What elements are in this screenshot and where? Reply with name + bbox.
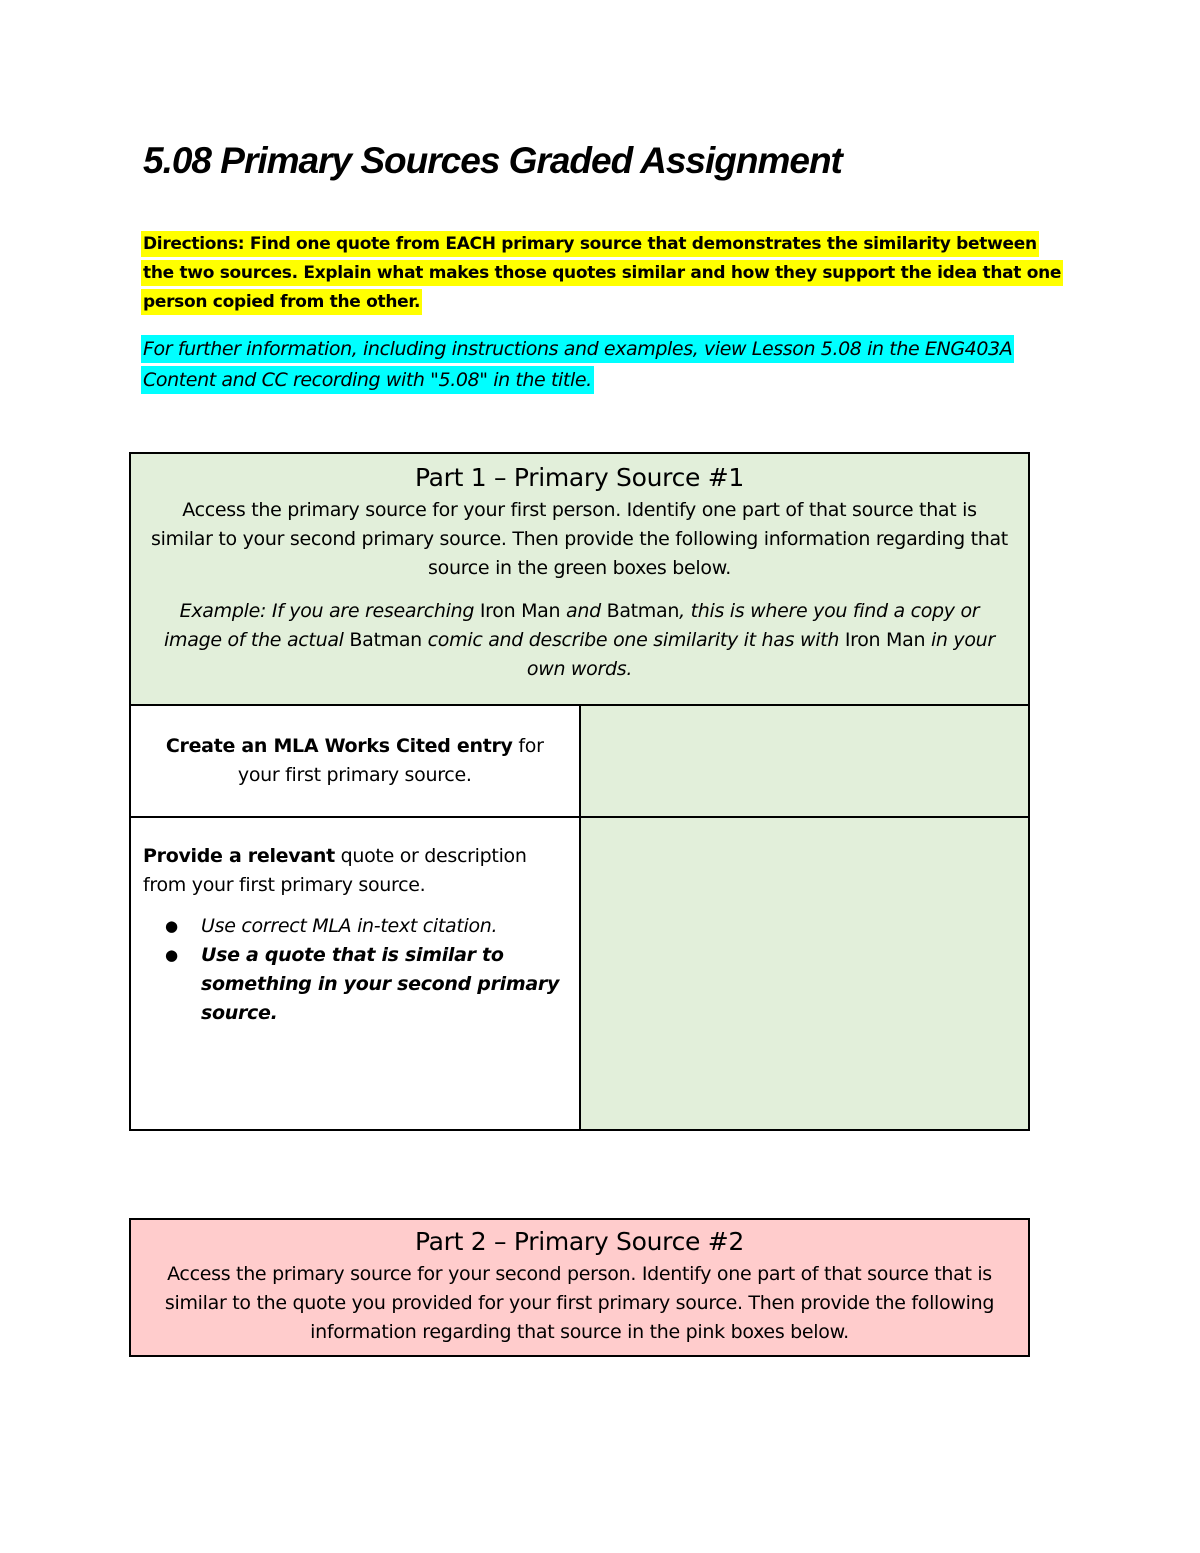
directions-highlight: Directions: Find one quote from EACH primary source that demonstrates the similarity between the two sources. Explain what makes those quotes similar and how they support the idea that one person copied from the other. [141, 231, 1063, 315]
further-info-text [141, 334, 1071, 396]
guideline-bullet-citation: ● Use correct MLA in-text citation. [201, 912, 569, 941]
part2-instructions: Access the primary source for your second person. Identify one part of that source that is similar to the quote you provided for your first primary source. Then provide the following information regarding that source in the pink boxes below. [164, 1263, 995, 1343]
part1-instructions: Access the primary source for your first person. Identify one part of that source that is similar to your second primary source. Then provide the following information regarding that source in the green boxes below. [151, 499, 1008, 579]
works-cited-label-cell [130, 705, 580, 817]
example-text-7: comic and describe one similarity it has with [421, 629, 845, 651]
part1-heading: Part 1 – Primary Source #1 [414, 463, 745, 492]
quote-label-bold: Provide a relevant [143, 845, 335, 867]
guideline-bullet-similar-quote: ● Use a quote that is similar to something in your second primary source. [201, 941, 569, 1028]
part1-example [151, 597, 1008, 684]
works-cited-label-rest: for your first primary source. [237, 735, 544, 786]
example-text-2: Iron Man [479, 600, 561, 622]
works-cited-label-bold: Create an MLA Works Cited entry [165, 735, 513, 757]
part1-table [129, 452, 1030, 1131]
example-text-6: Batman [349, 629, 422, 651]
quote-label-text [143, 842, 569, 900]
quote-label-cell [130, 817, 580, 1130]
part2-header-cell [130, 1219, 1029, 1356]
part2-heading: Part 2 – Primary Source #2 [414, 1227, 745, 1256]
example-text-3: and [560, 600, 607, 622]
part2-table [129, 1218, 1030, 1357]
example-text-4: Batman [606, 600, 680, 622]
example-text-8: Iron Man [844, 629, 926, 651]
example-text-9: in your own words. [526, 629, 995, 680]
example-text-1: Example: If you are researching [179, 600, 480, 622]
example-text-5: , this is where you find a copy or image of the actual [164, 600, 980, 651]
quote-guidelines-list [143, 912, 569, 1028]
works-cited-entry-box[interactable] [580, 705, 1030, 817]
document-title: 5.08 Primary Sources Graded Assignment [143, 140, 842, 181]
further-info-highlight: For further information, including instructions and examples, view Lesson 5.08 in the ENG403A Content and CC recording with "5.08" in the title. [141, 335, 1014, 394]
quote-entry-box[interactable] [580, 817, 1030, 1130]
directions-text [141, 230, 1071, 317]
quote-label-rest: quote or description from your first primary source. [143, 845, 527, 896]
part1-header-cell [130, 453, 1029, 705]
